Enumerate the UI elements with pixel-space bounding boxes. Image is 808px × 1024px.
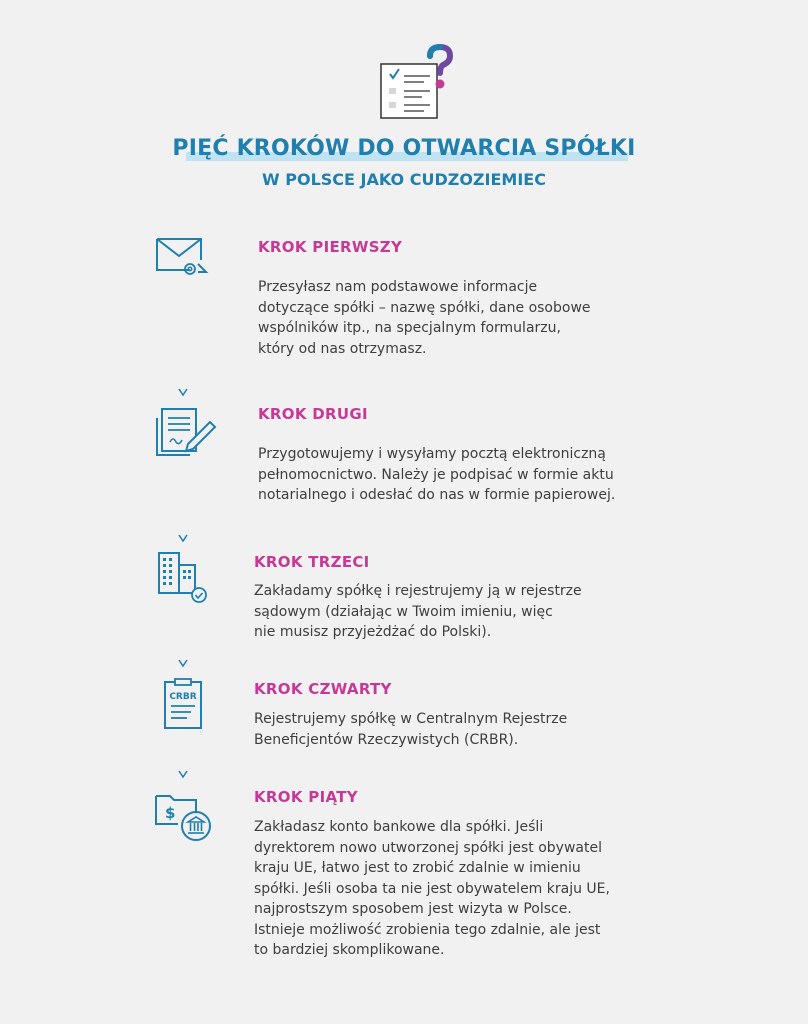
crbr-clipboard-icon <box>163 678 205 730</box>
arrow-down-icon <box>177 742 189 780</box>
step-1-text: Przesyłasz nam podstawowe informacje dotyczące spółki – nazwę spółki, dane osobowe wspólników itp., na specjalnym formularzu, który od nas otrzymasz. <box>258 279 591 357</box>
svg-text:CRBR: CRBR <box>169 692 197 702</box>
page-subtitle: W POLSCE JAKO CUDZOZIEMIEC <box>262 170 546 189</box>
step-3-title: KROK TRZECI <box>254 553 370 571</box>
step-2-title: KROK DRUGI <box>258 405 368 423</box>
page-title: PIĘĆ KROKÓW DO OTWARCIA SPÓŁKI <box>172 136 636 161</box>
arrow-down-icon <box>177 468 189 544</box>
step-4-text: Rejestrujemy spółkę w Centralnym Rejestrze Beneficjentów Rzeczywistych (CRBR). <box>254 711 568 748</box>
building-check-icon <box>156 551 210 605</box>
step-5-title: KROK PIĄTY <box>254 788 358 806</box>
step-3-text: Zakładamy spółkę i rejestrujemy ją w rejestrze sądowym (działając w Twoim imieniu, więc nie musisz przyjeżdżać do Polski). <box>254 583 582 640</box>
step-4-title: KROK CZWARTY <box>254 680 392 698</box>
checklist-question-icon <box>378 44 462 124</box>
svg-text:$: $ <box>165 804 176 822</box>
bank-folder-icon <box>154 790 214 844</box>
email-icon <box>154 236 210 278</box>
document-signature-icon <box>154 406 218 458</box>
step-2-text: Przygotowujemy i wysyłamy pocztą elektroniczną pełnomocnictwo. Należy je podpisać w formie aktu notarialnego i odesłać do nas w formie papierowej. <box>258 446 616 503</box>
arrow-down-icon <box>177 617 189 669</box>
step-5-text: Zakładasz konto bankowe dla spółki. Jeśli dyrektorem nowo utworzonej spółki jest obywatel kraju UE, łatwo jest to zrobić zdalnie w imieniu spółki. Jeśli osoba ta nie jest obywatelem kraju UE, najprostszym sposobem jest wizyta w Polsce. Istnieje możliwość zrobienia tego zdalnie, ale jest to bardziej skomplikowane. <box>254 819 610 958</box>
arrow-down-icon <box>177 288 189 398</box>
step-1-title: KROK PIERWSZY <box>258 238 403 256</box>
